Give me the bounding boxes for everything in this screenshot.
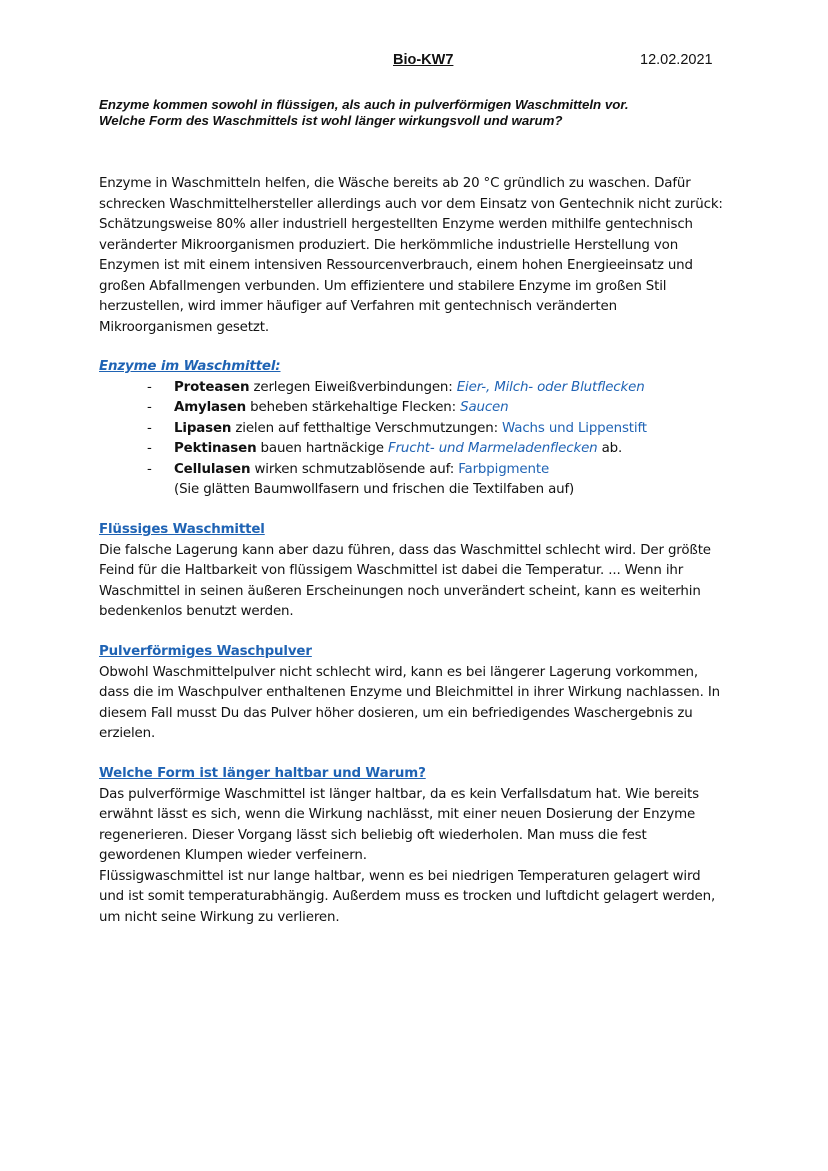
enzyme-name: Lipasen bbox=[174, 420, 232, 436]
enzymes-section bbox=[99, 357, 729, 501]
list-item bbox=[99, 398, 729, 419]
welche-section bbox=[99, 764, 724, 928]
enzyme-name: Proteasen bbox=[174, 379, 250, 395]
enzyme-example: Wachs und Lippenstift bbox=[502, 420, 647, 436]
list-item bbox=[99, 460, 729, 481]
document-title: Bio-KW7 bbox=[393, 52, 454, 68]
enzyme-description: zerlegen Eiweißverbindungen: bbox=[249, 379, 457, 395]
bullet-dash: - bbox=[147, 379, 152, 395]
fluessig-section bbox=[99, 520, 731, 623]
bullet-dash: - bbox=[147, 400, 152, 415]
enzyme-name: Cellulasen bbox=[174, 461, 251, 477]
welche-paragraph: Das pulverförmige Waschmittel ist länger haltbar, da es kein Verfallsdatum hat. Wie bereits erwähnt lässt es sich, wenn die Wirkung nachlässt, mit einer neuen Dosierung der Enzyme regenerieren. Dieser Vorgang lässt sich beliebig oft wiederholen. Man muss die fest gewordenen Klumpen wieder verfeinern. bbox=[99, 786, 699, 863]
enzyme-example: Eier-, Milch- oder Blutflecken bbox=[456, 379, 645, 395]
document-date: 12.02.2021 bbox=[640, 52, 713, 68]
question-line: Welche Form des Waschmittels ist wohl länger wirkungsvoll und warum? bbox=[99, 113, 563, 128]
fluessig-heading: Flüssiges Waschmittel bbox=[99, 522, 265, 537]
pulver-section bbox=[99, 642, 731, 745]
list-item bbox=[99, 439, 729, 460]
pulver-heading: Pulverförmiges Waschpulver bbox=[99, 644, 312, 659]
question-block bbox=[99, 97, 719, 129]
welche-heading: Welche Form ist länger haltbar und Warum? bbox=[99, 766, 426, 781]
list-item bbox=[99, 378, 729, 399]
bullet-dash: - bbox=[147, 461, 152, 477]
enzyme-list bbox=[99, 378, 729, 481]
welche-paragraph: Flüssigwaschmittel ist nur lange haltbar, wenn es bei niedrigen Temperaturen gelagert wird und ist somit temperaturabhängig. Außerdem muss es trocken und luftdicht gelagert werden, um nicht seine Wirkung zu verlieren. bbox=[99, 868, 716, 925]
enzyme-description: zielen auf fetthaltige Verschmutzungen: bbox=[231, 420, 503, 436]
intro-paragraph: Enzyme in Waschmitteln helfen, die Wäsche bereits ab 20 °C gründlich zu waschen. Dafür schrecken Waschmittelhersteller allerdings auch vor dem Einsatz von Gentechnik nicht zurück: Schätzungsweise 80% aller industriell hergestellten Enzyme werden mithilfe gentechnisch veränderter Mikroorganismen produziert. Die herkömmliche industrielle Herstellung von Enzymen ist mit einem intensiven Ressourcenverbrauch, einem hohen Energieeinsatz und großen Abfallmengen verbunden. Um effizientere und stabilere Enzyme im großen Stil herzustellen, wird immer häufiger auf Verfahren mit gentechnisch veränderten Mikroorganismen gesetzt. bbox=[99, 176, 723, 335]
enzyme-description: bauen hartnäckige bbox=[256, 441, 389, 456]
enzyme-name: Amylasen bbox=[174, 400, 247, 415]
pulver-paragraph: Obwohl Waschmittelpulver nicht schlecht wird, kann es bei längerer Lagerung vorkommen, dass die im Waschpulver enthaltenen Enzyme und Bleichmittel in ihrer Wirkung nachlassen. In diesem Fall musst Du das Pulver höher dosieren, um ein befriedigendes Waschergebnis zu erzielen. bbox=[99, 664, 720, 741]
enzyme-example: Frucht- und Marmeladenflecken bbox=[388, 441, 598, 456]
enzyme-example: Farbpigmente bbox=[458, 461, 550, 477]
enzymes-heading: Enzyme im Waschmittel: bbox=[99, 359, 281, 374]
enzyme-suffix: ab. bbox=[597, 441, 623, 456]
enzyme-example: Saucen bbox=[460, 400, 509, 415]
bullet-dash: - bbox=[147, 420, 152, 436]
bullet-dash: - bbox=[147, 441, 152, 456]
enzyme-name: Pektinasen bbox=[174, 441, 257, 456]
list-item bbox=[99, 419, 729, 440]
enzyme-note: (Sie glätten Baumwollfasern und frischen die Textilfaben auf) bbox=[174, 482, 575, 497]
enzyme-description: wirken schmutzablösende auf: bbox=[250, 461, 459, 477]
enzyme-description: beheben stärkehaltige Flecken: bbox=[246, 400, 461, 415]
fluessig-paragraph: Die falsche Lagerung kann aber dazu führen, dass das Waschmittel schlecht wird. Der größte Feind für die Haltbarkeit von flüssigem Waschmittel ist dabei die Temperatur. ... Wenn ihr Waschmittel in seinen äußeren Erscheinungen noch unverändert scheint, kann es weiterhin bedenkenlos benutzt werden. bbox=[99, 542, 711, 619]
question-line: Enzyme kommen sowohl in flüssigen, als auch in pulverförmigen Waschmitteln vor. bbox=[99, 97, 629, 112]
